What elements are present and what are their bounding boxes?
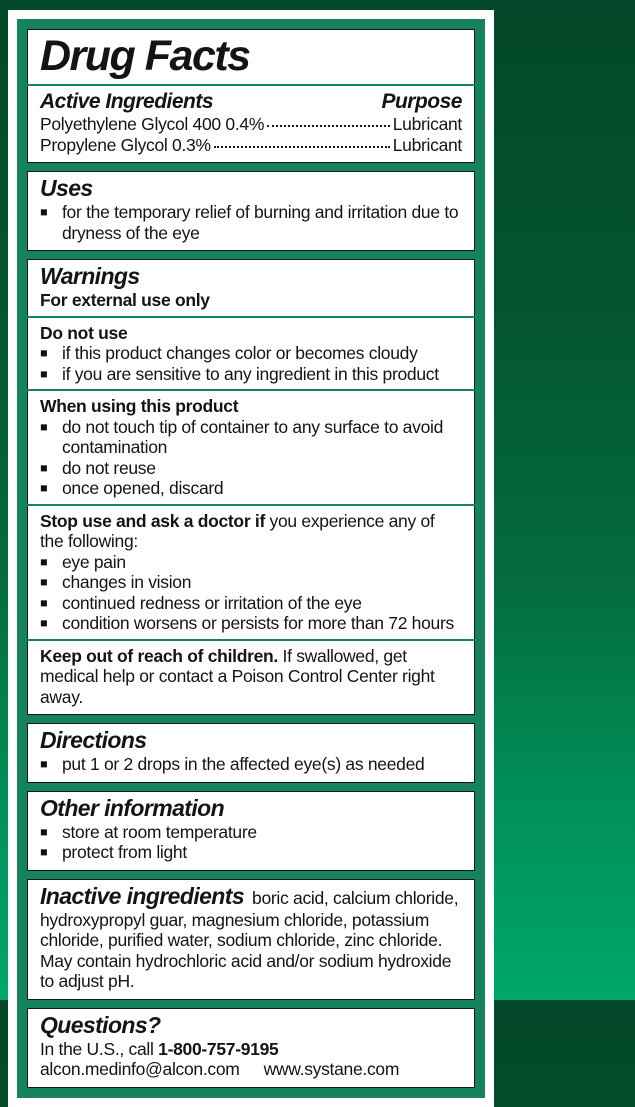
label-frame <box>17 19 485 1098</box>
when-using-heading: When using this product <box>40 396 239 416</box>
divider-rule <box>27 639 476 641</box>
bullet-square-icon: ■ <box>40 366 48 381</box>
bullet-text: if this product changes color or becomes cloudy <box>62 343 418 363</box>
divider-rule <box>27 504 476 506</box>
ingredient-name: Polyethylene Glycol 400 0.4% <box>40 114 265 134</box>
bullet-text: eye pain <box>62 551 126 572</box>
section-uses <box>27 171 475 251</box>
bullet-item <box>40 754 462 775</box>
call-prefix-text: In the U.S., call <box>40 1038 159 1059</box>
bullet-item <box>40 593 462 614</box>
email-text: alcon.medinfo@alcon.com <box>40 1059 240 1079</box>
keep-out-rest: If swallowed, get medical help or contact a Poison Control Center right away. <box>40 645 435 707</box>
bullet-text: store at room temperature <box>62 821 257 842</box>
active-ingredients-header-row <box>40 89 462 114</box>
keep-out-text <box>40 646 462 708</box>
bullet-text: do not touch tip of container to any surface to avoid contamination <box>62 416 444 457</box>
dotted-leader <box>214 146 390 148</box>
bullet-square-icon: ■ <box>40 419 48 434</box>
bullet-item <box>40 343 462 364</box>
bullet-text: once opened, discard <box>62 478 224 498</box>
bullet-square-icon: ■ <box>40 595 48 610</box>
bullet-item <box>40 572 462 593</box>
bullet-item <box>40 822 462 843</box>
bullet-square-icon: ■ <box>40 616 48 630</box>
ingredient-name: Propylene Glycol 0.3% <box>40 134 211 155</box>
phone-number: 1-800-757-9195 <box>158 1038 279 1059</box>
bullet-text: if you are sensitive to any ingredient in this product <box>62 363 439 384</box>
section-warnings <box>27 259 475 715</box>
divider-rule <box>27 316 476 318</box>
bullet-item <box>40 458 462 479</box>
bullet-text: do not reuse <box>62 457 156 478</box>
bullet-item <box>40 842 462 863</box>
warnings-heading: Warnings <box>40 263 140 289</box>
ingredient-purpose: Lubricant <box>392 114 462 134</box>
bullet-square-icon: ■ <box>40 757 48 771</box>
section-title-active-ingredients <box>27 29 475 163</box>
drug-facts-label <box>8 10 494 1107</box>
bullet-text: condition worsens or persists for more than 72 hours <box>62 613 454 633</box>
dotted-leader <box>267 125 390 127</box>
other-information-heading: Other information <box>40 794 225 821</box>
bullet-square-icon: ■ <box>40 460 48 475</box>
keep-out-bold: Keep out of reach of children. <box>40 645 278 666</box>
bullet-text: put 1 or 2 drops in the affected eye(s) as needed <box>62 754 425 774</box>
bullet-square-icon: ■ <box>40 346 48 360</box>
active-ingredients-heading: Active Ingredients <box>40 90 214 113</box>
bullet-square-icon: ■ <box>40 554 48 569</box>
drug-facts-title: Drug Facts <box>40 32 250 80</box>
contact-line <box>40 1059 462 1080</box>
inactive-ingredients-list: boric acid, calcium chloride, hydroxypropyl guar, magnesium chloride, potassium chloride, purified water, sodium chloride, zinc chloride. May contain hydrochloric acid and/or sodium hydroxide to adjust pH. <box>40 887 459 991</box>
section-questions <box>27 1008 475 1088</box>
external-use-text: For external use only <box>40 290 210 310</box>
section-other-information <box>27 791 475 871</box>
ingredient-row <box>40 135 462 156</box>
ingredient-row <box>40 114 462 135</box>
bullet-text: continued redness or irritation of the eye <box>62 592 362 613</box>
bullet-item <box>40 202 462 243</box>
directions-heading: Directions <box>40 727 147 753</box>
purpose-heading: Purpose <box>381 90 462 113</box>
bullet-item <box>40 417 462 458</box>
inactive-ingredients-text <box>40 883 462 992</box>
divider-rule <box>27 389 476 391</box>
uses-heading: Uses <box>40 175 93 201</box>
section-directions <box>27 723 475 783</box>
bullet-text: for the temporary relief of burning and irritation due to dryness of the eye <box>62 202 459 243</box>
stop-use-rest: you experience any of the following: <box>40 510 435 551</box>
bullet-item <box>40 478 462 499</box>
bullet-square-icon: ■ <box>40 824 48 839</box>
bullet-square-icon: ■ <box>40 205 48 219</box>
do-not-use-heading: Do not use <box>40 322 128 343</box>
bullet-square-icon: ■ <box>40 845 48 859</box>
section-inactive-ingredients <box>27 879 475 1000</box>
stop-use-text <box>40 511 462 552</box>
bullet-text: changes in vision <box>62 572 192 592</box>
title-rule <box>27 84 476 86</box>
website-text: www.systane.com <box>263 1059 400 1079</box>
bullet-item <box>40 613 462 634</box>
bullet-item <box>40 552 462 573</box>
bullet-text: protect from light <box>62 842 187 862</box>
questions-heading: Questions? <box>40 1011 161 1038</box>
phone-line <box>40 1039 462 1060</box>
bullet-square-icon: ■ <box>40 575 48 589</box>
inactive-ingredients-heading: Inactive ingredients <box>40 882 245 909</box>
stop-use-bold: Stop use and ask a doctor if <box>40 510 265 531</box>
bullet-square-icon: ■ <box>40 481 48 495</box>
ingredient-purpose: Lubricant <box>392 134 462 155</box>
bullet-item <box>40 364 462 385</box>
